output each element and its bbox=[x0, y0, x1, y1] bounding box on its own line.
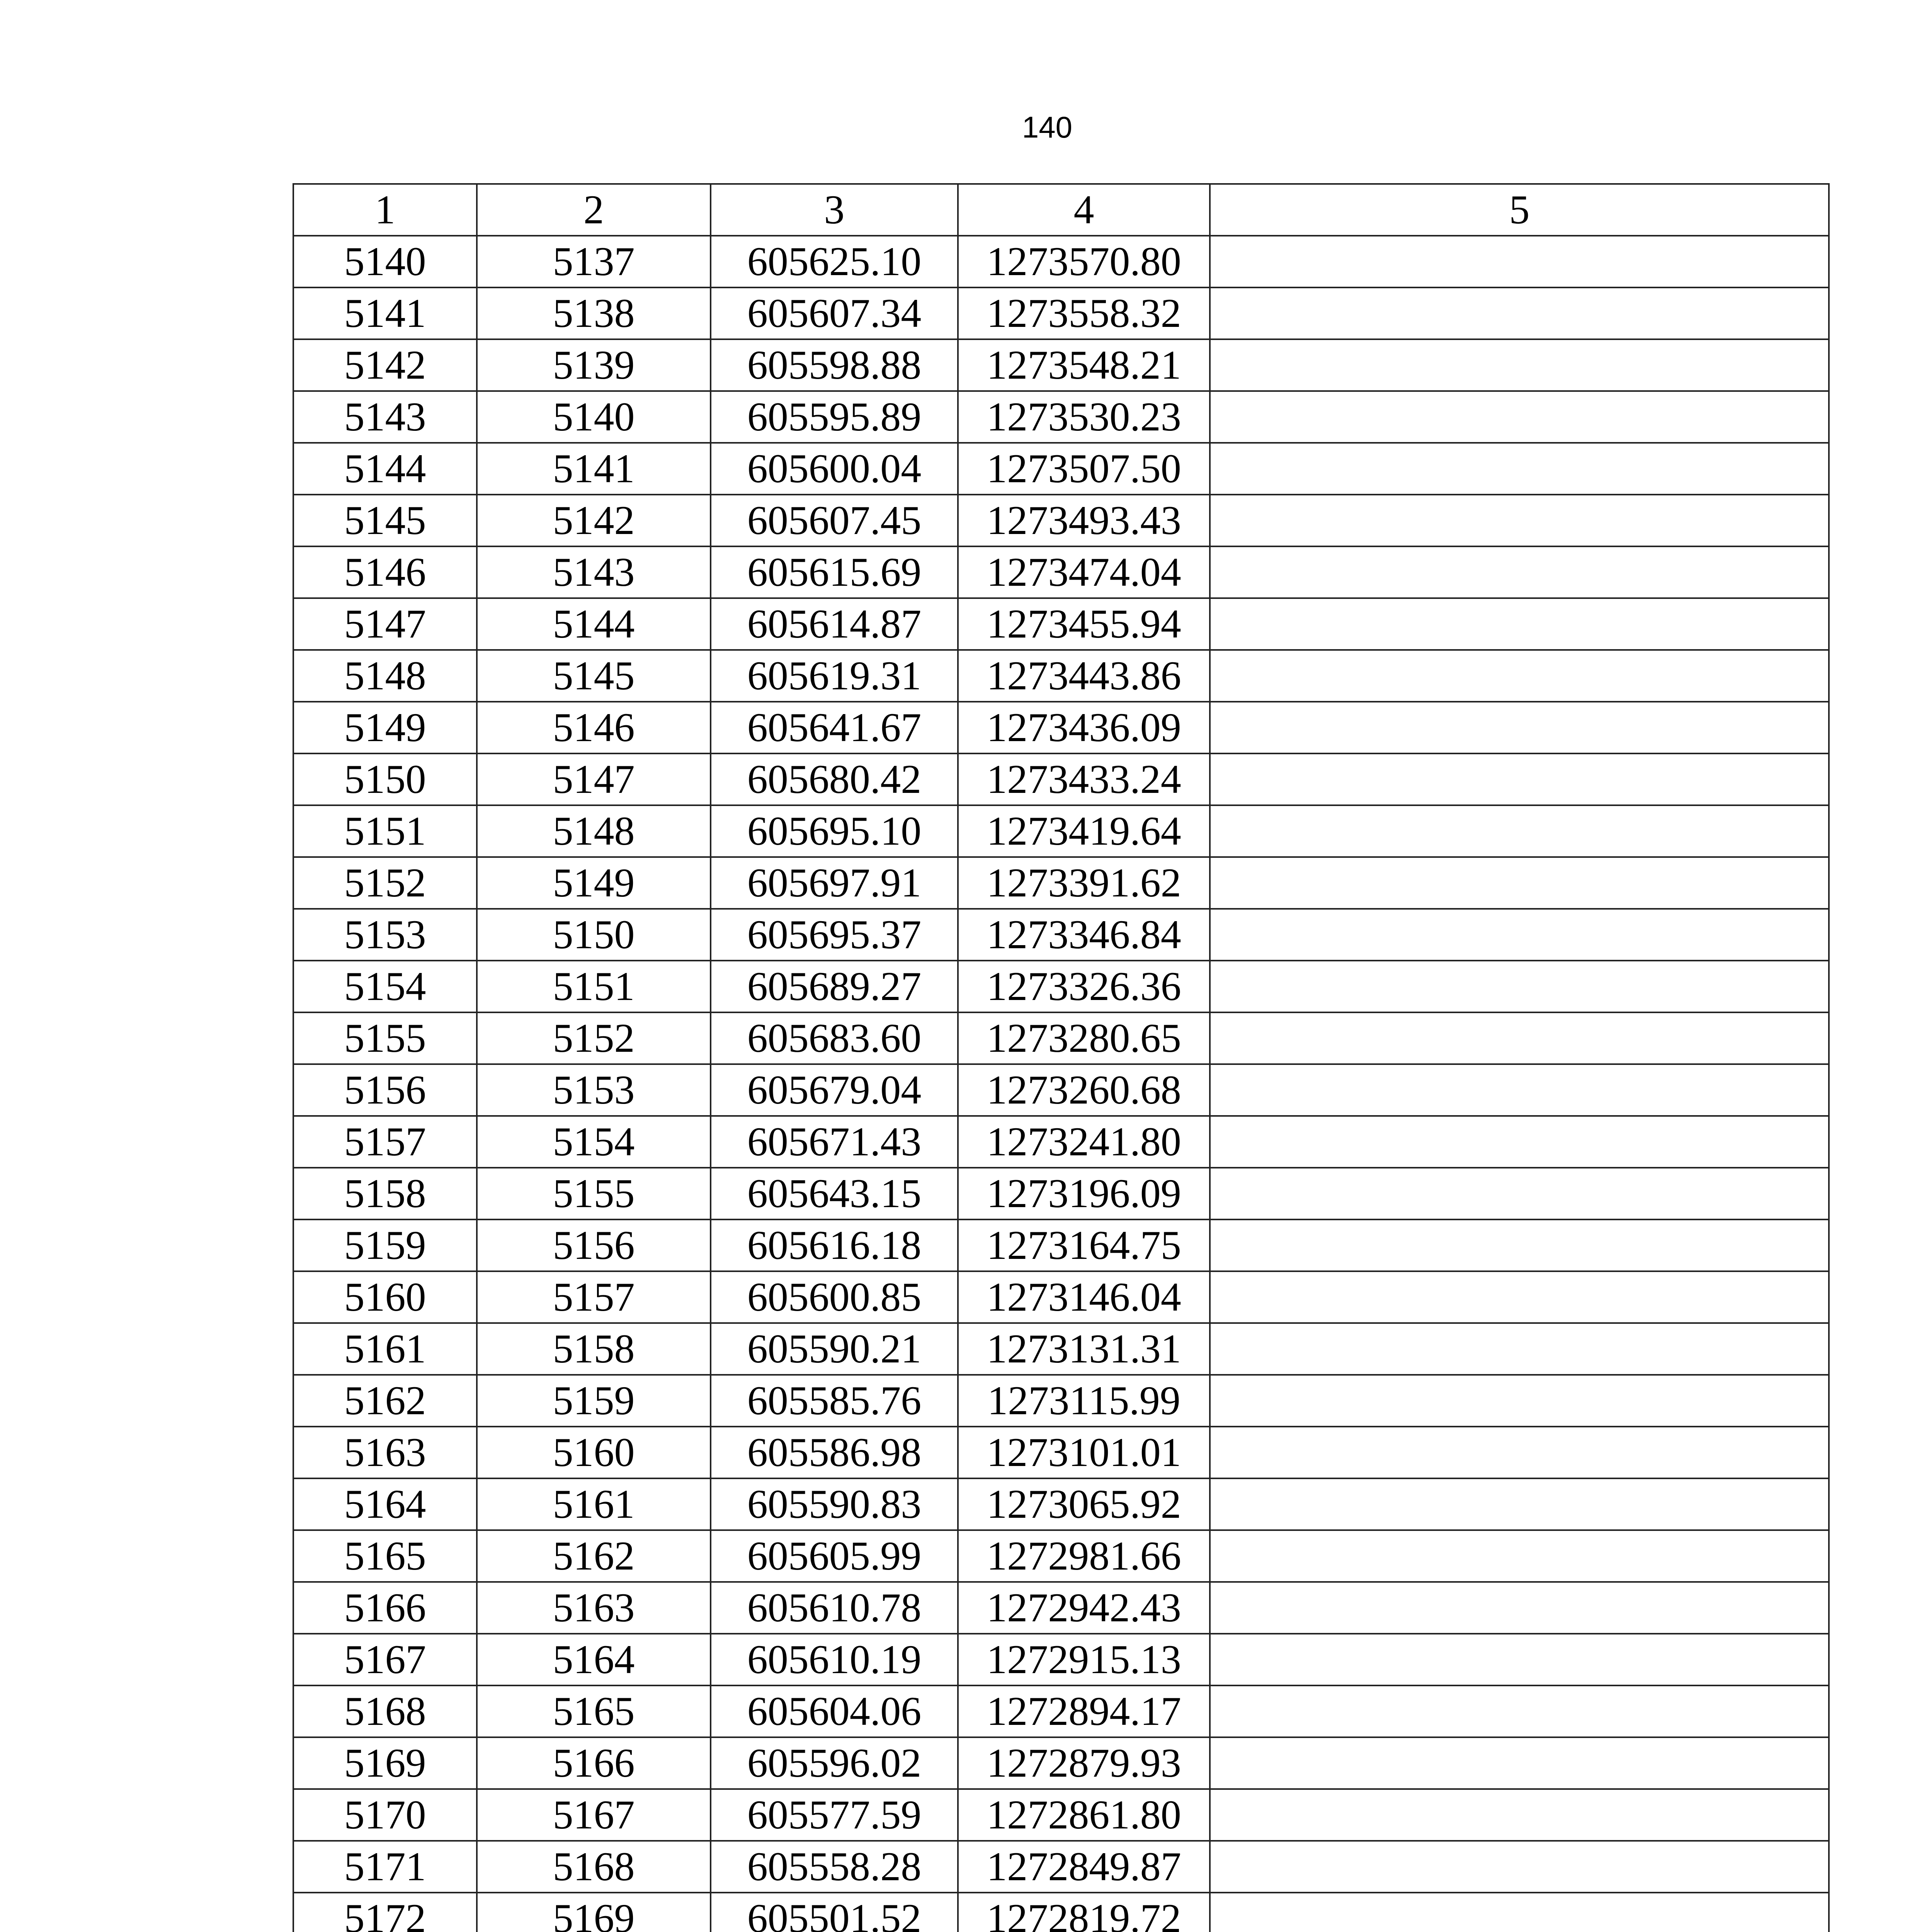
table-cell: 1273196.09 bbox=[958, 1168, 1210, 1219]
table-cell: 605590.21 bbox=[711, 1323, 958, 1375]
table-row bbox=[293, 1375, 1829, 1427]
table-cell: 5154 bbox=[293, 961, 477, 1012]
table-cell bbox=[1210, 961, 1829, 1012]
table-cell: 5160 bbox=[293, 1271, 477, 1323]
table-cell: 605671.43 bbox=[711, 1116, 958, 1168]
table-row bbox=[293, 1478, 1829, 1530]
table-cell bbox=[1210, 1530, 1829, 1582]
column-header: 1 bbox=[293, 184, 477, 236]
table-cell: 5137 bbox=[477, 236, 711, 287]
table-cell: 1273507.50 bbox=[958, 443, 1210, 495]
table-cell: 1272861.80 bbox=[958, 1789, 1210, 1841]
table-cell: 1272849.87 bbox=[958, 1841, 1210, 1893]
table-cell: 1273391.62 bbox=[958, 857, 1210, 909]
table-cell: 5150 bbox=[477, 909, 711, 961]
table-cell: 5149 bbox=[293, 702, 477, 753]
column-header: 3 bbox=[711, 184, 958, 236]
table-cell: 5142 bbox=[477, 495, 711, 546]
table-cell bbox=[1210, 1271, 1829, 1323]
table-cell: 5161 bbox=[293, 1323, 477, 1375]
table-cell: 605683.60 bbox=[711, 1012, 958, 1064]
table-cell bbox=[1210, 546, 1829, 598]
table-cell: 1273131.31 bbox=[958, 1323, 1210, 1375]
table-cell: 605689.27 bbox=[711, 961, 958, 1012]
table-cell: 5153 bbox=[477, 1064, 711, 1116]
table-row bbox=[293, 753, 1829, 805]
table-cell bbox=[1210, 495, 1829, 546]
table-cell: 605605.99 bbox=[711, 1530, 958, 1582]
table-row bbox=[293, 287, 1829, 339]
table-cell: 5166 bbox=[293, 1582, 477, 1634]
table-cell: 1273530.23 bbox=[958, 391, 1210, 443]
table-cell: 5165 bbox=[293, 1530, 477, 1582]
table-cell bbox=[1210, 339, 1829, 391]
table-cell: 5151 bbox=[293, 805, 477, 857]
table-row bbox=[293, 1841, 1829, 1893]
table-cell: 5143 bbox=[477, 546, 711, 598]
table-cell: 605610.78 bbox=[711, 1582, 958, 1634]
table-cell: 1273326.36 bbox=[958, 961, 1210, 1012]
table-cell: 5169 bbox=[293, 1737, 477, 1789]
table-cell: 1273433.24 bbox=[958, 753, 1210, 805]
table-cell bbox=[1210, 443, 1829, 495]
table-cell: 1273065.92 bbox=[958, 1478, 1210, 1530]
table-cell: 605695.37 bbox=[711, 909, 958, 961]
table-cell: 5138 bbox=[477, 287, 711, 339]
table-cell: 5151 bbox=[477, 961, 711, 1012]
table-cell bbox=[1210, 391, 1829, 443]
table-cell: 5148 bbox=[477, 805, 711, 857]
table-cell: 5165 bbox=[477, 1685, 711, 1737]
table-row bbox=[293, 857, 1829, 909]
table-cell: 5148 bbox=[293, 650, 477, 702]
table-cell: 1273474.04 bbox=[958, 546, 1210, 598]
table-cell: 605619.31 bbox=[711, 650, 958, 702]
table-row bbox=[293, 391, 1829, 443]
table-cell: 605586.98 bbox=[711, 1427, 958, 1478]
table-cell: 5159 bbox=[293, 1219, 477, 1271]
table-cell bbox=[1210, 805, 1829, 857]
table-cell bbox=[1210, 1427, 1829, 1478]
table-cell: 1273280.65 bbox=[958, 1012, 1210, 1064]
table-cell: 5161 bbox=[477, 1478, 711, 1530]
table-cell: 5159 bbox=[477, 1375, 711, 1427]
table-cell: 5146 bbox=[477, 702, 711, 753]
table-row bbox=[293, 339, 1829, 391]
table-cell: 5168 bbox=[293, 1685, 477, 1737]
table-cell: 605614.87 bbox=[711, 598, 958, 650]
table-cell: 5160 bbox=[477, 1427, 711, 1478]
table-cell: 5162 bbox=[293, 1375, 477, 1427]
table-cell bbox=[1210, 287, 1829, 339]
table-cell: 5164 bbox=[293, 1478, 477, 1530]
table-row bbox=[293, 236, 1829, 287]
table-cell: 1273443.86 bbox=[958, 650, 1210, 702]
table-row bbox=[293, 1582, 1829, 1634]
table-cell: 5171 bbox=[293, 1841, 477, 1893]
table-cell bbox=[1210, 1012, 1829, 1064]
table-cell: 5150 bbox=[293, 753, 477, 805]
table-cell bbox=[1210, 1634, 1829, 1685]
table-cell bbox=[1210, 1323, 1829, 1375]
table-row bbox=[293, 495, 1829, 546]
table-row bbox=[293, 1012, 1829, 1064]
table-row bbox=[293, 1789, 1829, 1841]
table-row bbox=[293, 1427, 1829, 1478]
table-cell: 605600.04 bbox=[711, 443, 958, 495]
table-cell bbox=[1210, 1685, 1829, 1737]
column-header: 4 bbox=[958, 184, 1210, 236]
table-cell: 5164 bbox=[477, 1634, 711, 1685]
table-cell: 5157 bbox=[293, 1116, 477, 1168]
table-row bbox=[293, 1168, 1829, 1219]
table-cell: 1273241.80 bbox=[958, 1116, 1210, 1168]
table-cell: 5147 bbox=[293, 598, 477, 650]
table-cell: 5155 bbox=[477, 1168, 711, 1219]
table-cell: 5145 bbox=[293, 495, 477, 546]
table-cell: 605585.76 bbox=[711, 1375, 958, 1427]
table-cell: 605680.42 bbox=[711, 753, 958, 805]
table-row bbox=[293, 805, 1829, 857]
table-cell: 5140 bbox=[477, 391, 711, 443]
table-cell: 1272894.17 bbox=[958, 1685, 1210, 1737]
table-cell bbox=[1210, 1841, 1829, 1893]
column-header: 2 bbox=[477, 184, 711, 236]
table-cell: 1273164.75 bbox=[958, 1219, 1210, 1271]
table-cell bbox=[1210, 236, 1829, 287]
table-cell bbox=[1210, 857, 1829, 909]
table-cell: 605625.10 bbox=[711, 236, 958, 287]
table-cell bbox=[1210, 1582, 1829, 1634]
table-row bbox=[293, 1634, 1829, 1685]
table-cell: 1273455.94 bbox=[958, 598, 1210, 650]
table-row bbox=[293, 1219, 1829, 1271]
table-cell bbox=[1210, 1375, 1829, 1427]
table-row bbox=[293, 443, 1829, 495]
table-cell: 605641.67 bbox=[711, 702, 958, 753]
table-row bbox=[293, 546, 1829, 598]
table-body bbox=[293, 236, 1829, 1932]
table-cell: 605595.89 bbox=[711, 391, 958, 443]
table-cell bbox=[1210, 753, 1829, 805]
table-row bbox=[293, 1685, 1829, 1737]
table-cell: 1272981.66 bbox=[958, 1530, 1210, 1582]
table-cell: 5156 bbox=[293, 1064, 477, 1116]
table-cell bbox=[1210, 1219, 1829, 1271]
table-cell: 1273115.99 bbox=[958, 1375, 1210, 1427]
table-cell: 605577.59 bbox=[711, 1789, 958, 1841]
coordinates-table bbox=[293, 183, 1830, 1932]
table-row bbox=[293, 1271, 1829, 1323]
table-row bbox=[293, 1530, 1829, 1582]
table-cell: 5144 bbox=[293, 443, 477, 495]
table-cell: 5154 bbox=[477, 1116, 711, 1168]
table-cell: 5168 bbox=[477, 1841, 711, 1893]
table-row bbox=[293, 909, 1829, 961]
table-cell: 605610.19 bbox=[711, 1634, 958, 1685]
table-cell: 5144 bbox=[477, 598, 711, 650]
table-cell: 5142 bbox=[293, 339, 477, 391]
table-row bbox=[293, 1737, 1829, 1789]
table-header-row bbox=[293, 184, 1829, 236]
table-row bbox=[293, 650, 1829, 702]
table-cell: 5158 bbox=[293, 1168, 477, 1219]
table-row bbox=[293, 1323, 1829, 1375]
table-cell: 605679.04 bbox=[711, 1064, 958, 1116]
table-cell bbox=[1210, 1064, 1829, 1116]
table-row bbox=[293, 961, 1829, 1012]
table-cell: 605607.34 bbox=[711, 287, 958, 339]
table-cell bbox=[1210, 1478, 1829, 1530]
table-cell: 5156 bbox=[477, 1219, 711, 1271]
table-cell: 5169 bbox=[477, 1893, 711, 1932]
table-cell: 605501.52 bbox=[711, 1893, 958, 1932]
table-cell: 1273570.80 bbox=[958, 236, 1210, 287]
table-cell: 605604.06 bbox=[711, 1685, 958, 1737]
table-cell bbox=[1210, 1893, 1829, 1932]
table-cell: 605615.69 bbox=[711, 546, 958, 598]
table-cell: 5143 bbox=[293, 391, 477, 443]
table-cell: 5167 bbox=[293, 1634, 477, 1685]
table-cell bbox=[1210, 650, 1829, 702]
table-cell: 1273346.84 bbox=[958, 909, 1210, 961]
table-cell: 1273493.43 bbox=[958, 495, 1210, 546]
table-cell bbox=[1210, 1789, 1829, 1841]
table-row bbox=[293, 598, 1829, 650]
table-cell: 605607.45 bbox=[711, 495, 958, 546]
table-cell bbox=[1210, 909, 1829, 961]
table-cell: 1273548.21 bbox=[958, 339, 1210, 391]
table-cell: 1273558.32 bbox=[958, 287, 1210, 339]
table-cell: 5146 bbox=[293, 546, 477, 598]
table-cell: 1272819.72 bbox=[958, 1893, 1210, 1932]
table-cell: 1273101.01 bbox=[958, 1427, 1210, 1478]
table-cell: 1272915.13 bbox=[958, 1634, 1210, 1685]
table-cell: 605643.15 bbox=[711, 1168, 958, 1219]
table-cell: 5166 bbox=[477, 1737, 711, 1789]
page-number: 140 bbox=[1022, 110, 1073, 144]
table-cell: 5163 bbox=[477, 1582, 711, 1634]
column-header: 5 bbox=[1210, 184, 1829, 236]
table-cell: 5170 bbox=[293, 1789, 477, 1841]
table-cell: 605596.02 bbox=[711, 1737, 958, 1789]
table-cell: 5162 bbox=[477, 1530, 711, 1582]
table-cell: 5152 bbox=[477, 1012, 711, 1064]
table-row bbox=[293, 1116, 1829, 1168]
table-cell: 5157 bbox=[477, 1271, 711, 1323]
table-cell: 5167 bbox=[477, 1789, 711, 1841]
table-cell: 605558.28 bbox=[711, 1841, 958, 1893]
table-cell: 5172 bbox=[293, 1893, 477, 1932]
table-cell: 1272942.43 bbox=[958, 1582, 1210, 1634]
table-cell: 605697.91 bbox=[711, 857, 958, 909]
table-cell: 5141 bbox=[477, 443, 711, 495]
table-cell: 5149 bbox=[477, 857, 711, 909]
table-cell: 605590.83 bbox=[711, 1478, 958, 1530]
table-cell bbox=[1210, 1116, 1829, 1168]
table-cell: 605695.10 bbox=[711, 805, 958, 857]
table-cell: 5140 bbox=[293, 236, 477, 287]
table-cell bbox=[1210, 1737, 1829, 1789]
table-cell: 605616.18 bbox=[711, 1219, 958, 1271]
table-cell bbox=[1210, 1168, 1829, 1219]
table-cell: 605600.85 bbox=[711, 1271, 958, 1323]
table-cell bbox=[1210, 598, 1829, 650]
table-row bbox=[293, 702, 1829, 753]
table-cell: 5155 bbox=[293, 1012, 477, 1064]
table-cell: 1273146.04 bbox=[958, 1271, 1210, 1323]
table-cell: 5141 bbox=[293, 287, 477, 339]
table-cell: 5158 bbox=[477, 1323, 711, 1375]
table-cell: 605598.88 bbox=[711, 339, 958, 391]
table-cell: 1272879.93 bbox=[958, 1737, 1210, 1789]
table-cell: 5147 bbox=[477, 753, 711, 805]
table-cell: 1273436.09 bbox=[958, 702, 1210, 753]
table-cell: 5153 bbox=[293, 909, 477, 961]
table-cell: 1273260.68 bbox=[958, 1064, 1210, 1116]
table-row bbox=[293, 1893, 1829, 1932]
table-cell: 5152 bbox=[293, 857, 477, 909]
table-cell bbox=[1210, 702, 1829, 753]
table-cell: 5145 bbox=[477, 650, 711, 702]
table-row bbox=[293, 1064, 1829, 1116]
table-cell: 5163 bbox=[293, 1427, 477, 1478]
table-cell: 5139 bbox=[477, 339, 711, 391]
table-cell: 1273419.64 bbox=[958, 805, 1210, 857]
